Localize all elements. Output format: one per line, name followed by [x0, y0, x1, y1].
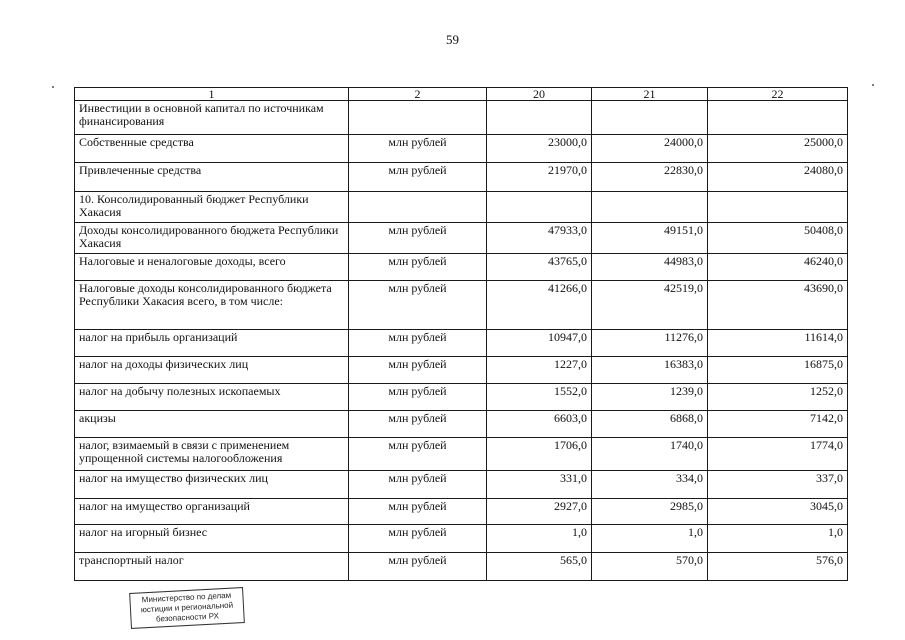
row-value-20: 1706,0	[487, 438, 592, 471]
row-value-21: 570,0	[592, 553, 708, 581]
table-row	[75, 135, 848, 163]
row-value-22: 11614,0	[708, 330, 848, 357]
row-value-20: 21970,0	[487, 163, 592, 192]
row-unit: млн рублей	[349, 357, 487, 384]
table-header-row	[75, 88, 848, 101]
row-value-22: 46240,0	[708, 254, 848, 281]
col-header-unit: 2	[349, 88, 487, 101]
row-value-21: 44983,0	[592, 254, 708, 281]
row-value-20: 1552,0	[487, 384, 592, 411]
table-row	[75, 101, 848, 135]
row-value-21: 11276,0	[592, 330, 708, 357]
budget-table	[74, 87, 848, 581]
row-value-20: 47933,0	[487, 223, 592, 254]
row-value-21: 24000,0	[592, 135, 708, 163]
row-value-21: 16383,0	[592, 357, 708, 384]
row-label: налог на имущество физических лиц	[75, 471, 349, 499]
ministry-stamp	[129, 587, 245, 629]
row-value-22: 1252,0	[708, 384, 848, 411]
row-unit: млн рублей	[349, 411, 487, 438]
row-value-22: 25000,0	[708, 135, 848, 163]
row-value-22: 3045,0	[708, 499, 848, 525]
row-label: Налоговые и неналоговые доходы, всего	[75, 254, 349, 281]
table-row	[75, 223, 848, 254]
row-value-21: 42519,0	[592, 281, 708, 330]
row-value-20: 2927,0	[487, 499, 592, 525]
row-value-22: 16875,0	[708, 357, 848, 384]
row-label: налог, взимаемый в связи с применением упрощенной системы налогообложения	[75, 438, 349, 471]
row-value-21: 1239,0	[592, 384, 708, 411]
row-value-22: 337,0	[708, 471, 848, 499]
row-value-21: 22830,0	[592, 163, 708, 192]
row-value-21: 6868,0	[592, 411, 708, 438]
row-value-20	[487, 192, 592, 223]
margin-mark-left	[52, 86, 54, 88]
row-value-20: 23000,0	[487, 135, 592, 163]
stamp-line: Министерство по делам	[141, 590, 232, 605]
row-label: Налоговые доходы консолидированного бюджета Республики Хакасия всего, в том числе:	[75, 281, 349, 330]
row-unit: млн рублей	[349, 525, 487, 553]
row-value-20: 6603,0	[487, 411, 592, 438]
row-unit	[349, 192, 487, 223]
row-label: Привлеченные средства	[75, 163, 349, 192]
row-label: Доходы консолидированного бюджета Республики Хакасия	[75, 223, 349, 254]
row-label: налог на доходы физических лиц	[75, 357, 349, 384]
row-value-20: 41266,0	[487, 281, 592, 330]
row-value-22: 43690,0	[708, 281, 848, 330]
row-label: налог на прибыль организаций	[75, 330, 349, 357]
table-row	[75, 163, 848, 192]
row-unit: млн рублей	[349, 281, 487, 330]
table-row	[75, 281, 848, 330]
row-label: акцизы	[75, 411, 349, 438]
row-value-21: 334,0	[592, 471, 708, 499]
row-unit: млн рублей	[349, 438, 487, 471]
row-value-21: 1,0	[592, 525, 708, 553]
col-header-year-20: 20	[487, 88, 592, 101]
col-header-year-22: 22	[708, 88, 848, 101]
col-header-year-21: 21	[592, 88, 708, 101]
row-unit: млн рублей	[349, 254, 487, 281]
row-value-21: 49151,0	[592, 223, 708, 254]
row-unit: млн рублей	[349, 499, 487, 525]
page-number: 59	[446, 32, 459, 47]
row-label: 10. Консолидированный бюджет Республики Хакасия	[75, 192, 349, 223]
stamp-line: безопасности РХ	[155, 611, 220, 624]
table-row	[75, 553, 848, 581]
row-value-21	[592, 192, 708, 223]
row-unit: млн рублей	[349, 330, 487, 357]
row-unit: млн рублей	[349, 553, 487, 581]
row-value-20: 1227,0	[487, 357, 592, 384]
table-row	[75, 357, 848, 384]
row-value-22: 1,0	[708, 525, 848, 553]
row-value-21	[592, 101, 708, 135]
row-label: налог на добычу полезных ископаемых	[75, 384, 349, 411]
row-value-22: 50408,0	[708, 223, 848, 254]
row-value-22: 1774,0	[708, 438, 848, 471]
row-unit: млн рублей	[349, 471, 487, 499]
table-row	[75, 499, 848, 525]
row-value-22: 7142,0	[708, 411, 848, 438]
col-header-name: 1	[75, 88, 349, 101]
table-row	[75, 471, 848, 499]
row-label: Инвестиции в основной капитал по источникам финансирования	[75, 101, 349, 135]
row-value-21: 2985,0	[592, 499, 708, 525]
row-unit: млн рублей	[349, 384, 487, 411]
table-row	[75, 192, 848, 223]
row-unit: млн рублей	[349, 135, 487, 163]
table-row	[75, 254, 848, 281]
row-value-22: 576,0	[708, 553, 848, 581]
row-value-20: 565,0	[487, 553, 592, 581]
row-label: Собственные средства	[75, 135, 349, 163]
row-value-20: 331,0	[487, 471, 592, 499]
row-value-22	[708, 192, 848, 223]
row-label: транспортный налог	[75, 553, 349, 581]
row-value-20: 43765,0	[487, 254, 592, 281]
row-label: налог на имущество организаций	[75, 499, 349, 525]
row-unit: млн рублей	[349, 223, 487, 254]
margin-mark-right	[872, 84, 874, 86]
row-value-22	[708, 101, 848, 135]
row-value-20: 1,0	[487, 525, 592, 553]
row-value-20	[487, 101, 592, 135]
row-unit: млн рублей	[349, 163, 487, 192]
table-row	[75, 384, 848, 411]
stamp-line: юстиции и региональной	[140, 600, 234, 615]
table-row	[75, 411, 848, 438]
row-label: налог на игорный бизнес	[75, 525, 349, 553]
row-unit	[349, 101, 487, 135]
row-value-22: 24080,0	[708, 163, 848, 192]
table-row	[75, 438, 848, 471]
row-value-21: 1740,0	[592, 438, 708, 471]
table-row	[75, 525, 848, 553]
table-row	[75, 330, 848, 357]
row-value-20: 10947,0	[487, 330, 592, 357]
